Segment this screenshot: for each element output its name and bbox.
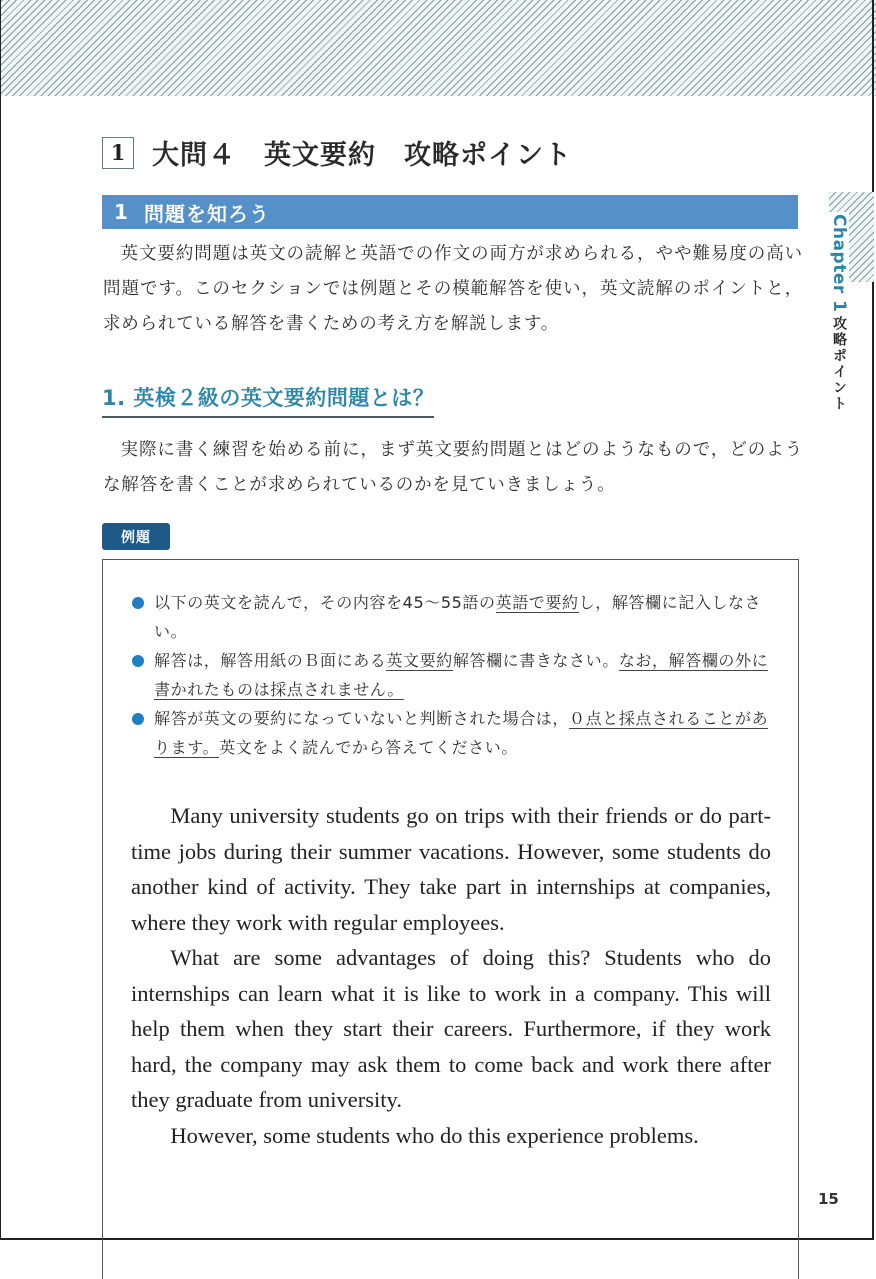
intro-paragraph-block: [103, 237, 803, 342]
bullet-icon: [132, 597, 144, 609]
subsection-paragraph: 実際に書く練習を始める前に，まず英文要約問題とはどのようなもので，どのような解答を書くことが求められているのかを見ていきましょう。: [103, 440, 803, 495]
chapter-heading: 大問４ 英文要約 攻略ポイント: [152, 140, 572, 171]
instruction-underlined-text: ０点と採点されることがあります。: [154, 709, 769, 757]
example-tag: 例題: [102, 523, 170, 550]
instruction-text: 解答欄に書きなさい。: [452, 651, 619, 670]
instruction-item: [130, 588, 775, 646]
instruction-text: 解答は，解答用紙のＢ面にある: [154, 651, 387, 670]
passage-paragraph: Many university students go on trips with their friends or do part-time jobs during their summer vacations. However, some students do another kind of activity. They take part in internships at companies, where they work with regular employees.: [131, 803, 771, 935]
passage-paragraph: However, some students who do this experience problems.: [170, 1122, 699, 1148]
side-tab-chapter-label: Chapter 1: [829, 214, 849, 313]
instruction-text: し，解答欄に記入しなさい。: [154, 593, 762, 641]
passage-viewport: [103, 790, 798, 1154]
instruction-text: 英文をよく読んでから答えてください。: [219, 738, 518, 757]
page-number: 15: [818, 1190, 839, 1208]
instruction-underlined-text: なお，解答欄の外に書かれたものは採点されません。: [154, 651, 769, 699]
instruction-underlined-text: 英文要約: [386, 651, 453, 670]
instruction-list: [130, 588, 775, 762]
instruction-item: [130, 646, 775, 704]
bullet-icon: [132, 655, 144, 667]
english-passage: [131, 798, 771, 1153]
passage-paragraph: What are some advantages of doing this? Students who do internships can learn what it is like to work in a company. This will help them when they start their careers. Furthermore, if they work hard, the company may ask them to come back and work there after they graduate from university.: [131, 945, 771, 1112]
section-number: 1: [114, 200, 128, 224]
subsection-heading: 1. 英検２級の英文要約問題とは？: [102, 382, 434, 418]
instruction-text: 解答が英文の要約になっていないと判断された場合は，: [154, 709, 570, 728]
side-tab-section-label: 攻略ポイント: [831, 316, 847, 412]
section-heading-bar: [102, 195, 798, 229]
section-title: 問題を知ろう: [144, 201, 270, 226]
header-hatch-band: [0, 0, 876, 96]
instruction-underlined-text: 英語で要約: [495, 593, 579, 612]
instruction-text: 以下の英文を読んで，その内容を45～55語の: [154, 593, 496, 612]
intro-paragraph: 英文要約問題は英文の読解と英語での作文の両方が求められる，やや難易度の高い問題です。このセクションでは例題とその模範解答を使い，英文読解のポイントと，求められている解答を書くための考え方を解説します。: [103, 244, 803, 334]
chapter-title: [102, 133, 572, 172]
bullet-icon: [132, 713, 144, 725]
instruction-item: [130, 704, 775, 762]
subsection-paragraph-block: [103, 433, 803, 503]
chapter-side-tab: [829, 192, 874, 422]
chapter-number-box: 1: [102, 137, 134, 169]
